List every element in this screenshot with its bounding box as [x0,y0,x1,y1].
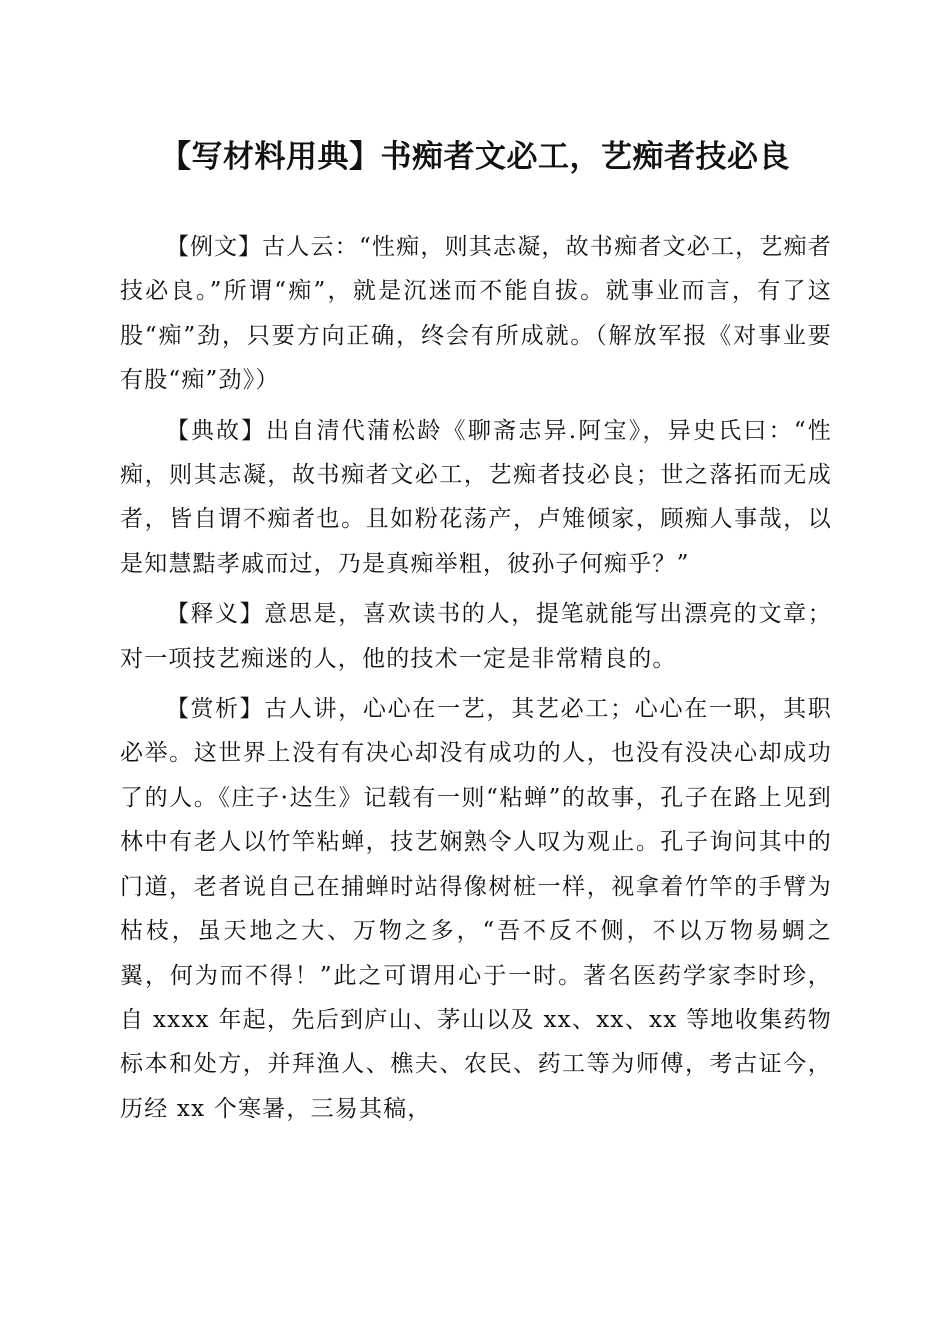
paragraph-tag: 【例文】 [166,234,263,260]
paragraph-tag: 【释义】 [166,601,265,628]
document-title: 【写材料用典】书痴者文必工，艺痴者技必良 [160,139,790,175]
paragraph-text: 古人云：“性痴，则其志凝，故书痴者文必工，艺痴者技必良。”所谓“痴”，就是沉迷而不能自拔。就事业而言，有了这股“痴”劲，只要方向正确，终会有所成就。（解放军报《对事业要有股“痴”劲》） [120,234,833,394]
paragraph-meaning [120,592,832,681]
paragraph-allusion [120,409,832,587]
document-body [120,225,832,1137]
paragraph-tag: 【典故】 [166,417,267,444]
paragraph-example [120,225,832,403]
paragraph-analysis [120,687,832,1131]
paragraph-tag: 【赏析】 [166,696,265,723]
paragraph-text: 意思是，喜欢读书的人，提笔就能写出漂亮的文章；对一项技艺痴迷的人，他的技术一定是非常精良的。 [120,601,832,672]
paragraph-text: 古人讲，心心在一艺，其艺必工；心心在一职，其职必举。这世界上没有有决心却没有成功的人，也没有没决心却成功了的人。《庄子·达生》记载有一则“粘蝉”的故事，孔子在路上见到林中有老人以竹竿粘蝉，技艺娴熟令人叹为观止。孔子询问其中的门道，老者说自己在捕蝉时站得像树桩一样，视拿着竹竿的手臂为枯枝，虽天地之大、万物之多，“吾不反不侧，不以万物易蜩之翼，何为而不得！”此之可谓用心于一时。著名医药学家李时珍，自 xxxx 年起，先后到庐山、茅山以及 xx、xx、xx 等地收集药物标本和处方，并拜渔人、樵夫、农民、药工等为师傅，考古证今，历经 xx 个寒暑，三易其稿， [120,696,832,1122]
paragraph-text: 出自清代蒲松龄《聊斋志异.阿宝》，异史氏曰：“性痴，则其志凝，故书痴者文必工，艺痴者技必良；世之落拓而无成者，皆自谓不痴者也。且如粉花荡产，卢雉倾家，顾痴人事哉，以是知慧黠孝戚而过，乃是真痴举粗，彼孙子何痴乎？” [120,417,832,577]
